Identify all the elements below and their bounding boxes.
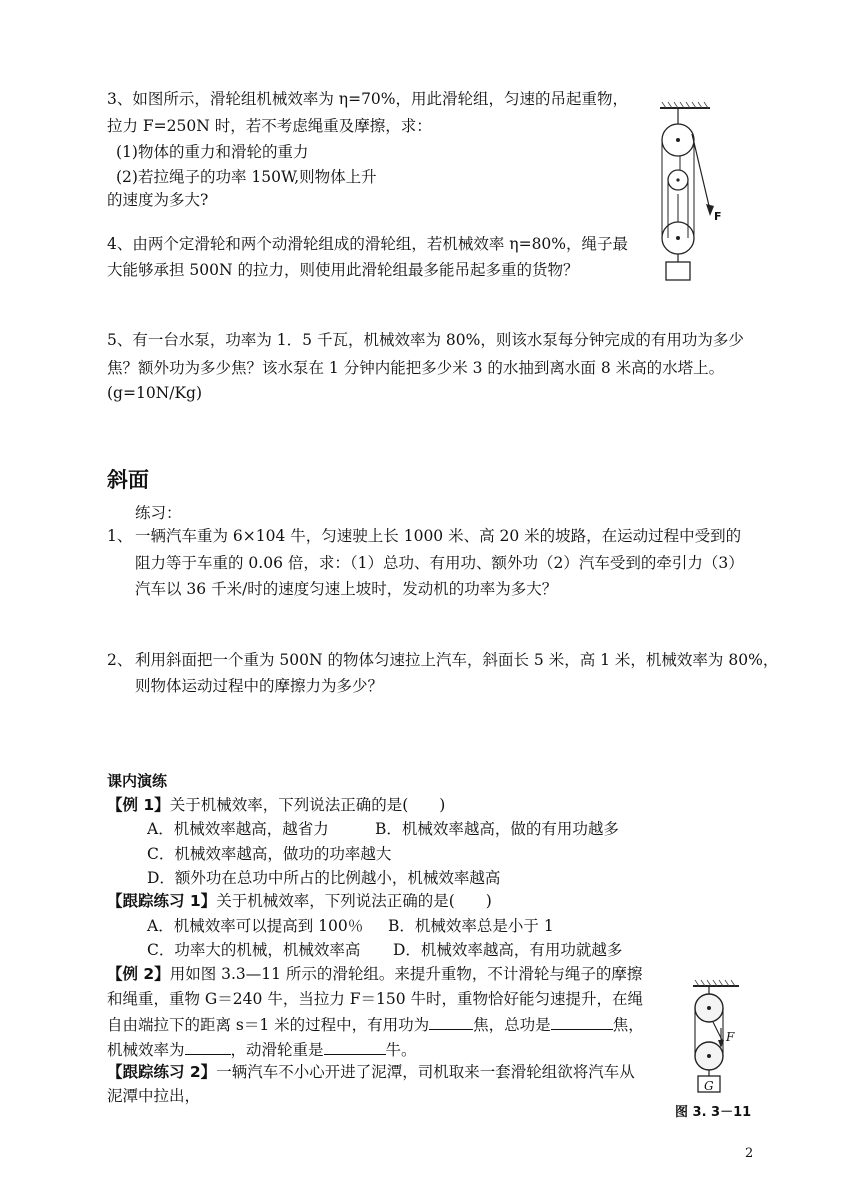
q5-line-3: (g=10N/Kg) [107,384,203,402]
figure-caption: 图 3. 3－11 [675,1105,752,1120]
tracking-2-tag: 【跟踪练习 2】 [107,1063,217,1081]
q5-line-2: 焦？额外功为多少焦？该水泵在 1 分钟内能把多少米 3 的水抽到离水面 8 米高的水塔上。 [107,359,725,377]
tracking-1-option-a: A．机械效率可以提高到 100％ [147,917,364,935]
example-1-question [107,795,445,815]
incline-q2-line-2: 则物体运动过程中的摩擦力为多少？ [135,677,384,695]
q4-line-2: 大能够承担 500N 的拉力，则使用此滑轮组最多能吊起多重的货物？ [107,261,579,279]
useful-work-blank[interactable] [429,1013,473,1030]
tracking-1-option-d: D．机械效率越高，有用功就越多 [393,941,623,959]
tracking-2-line-2: 泥潭中拉出， [107,1087,201,1105]
tracking-1-stem: 关于机械效率，下列说法正确的是( ) [216,892,492,910]
q3-line-2: 拉力 F=250N 时，若不考虑绳重及摩擦，求： [107,117,432,135]
example-2-text-4b: ，动滑轮重是 [230,1041,324,1059]
example-2-text-4a: 机械效率为 [107,1041,185,1059]
example-1-option-c: C．机械效率越高，做功的功率越大 [147,845,392,863]
tracking-2-text-1: 一辆汽车不小心开进了泥潭，司机取来一套滑轮组欲将汽车从 [216,1063,635,1081]
example-2-text-3b: 焦，总功是 [473,1016,551,1034]
fig2-weight-label: G [704,1079,714,1093]
incline-q1-line-2: 阻力等于车重的 0.06 倍，求：（1）总功、有用功、额外功（2）汽车受到的牵引力（3） [135,554,744,572]
example-2-line-3 [107,1013,644,1035]
example-2-line-4 [107,1038,417,1060]
example-2-text-3c: 焦， [612,1016,644,1034]
efficiency-blank[interactable] [185,1038,231,1055]
fig1-force-label: F [714,210,722,223]
example-1-tag: 【例 1】 [107,796,170,814]
example-2-line-1 [107,964,642,984]
incline-q1-number: 1、 [107,527,133,545]
example-2-text-1: 用如图 3.3—11 所示的滑轮组。来提升重物，不计滑轮与绳子的摩擦 [169,965,643,983]
classwork-heading: 课内演练 [107,772,168,790]
incline-q1-line-3: 汽车以 36 千米/时的速度匀速上坡时，发动机的功率为多大？ [135,580,558,598]
fig2-force-label: F [726,1030,735,1044]
page-number: 2 [745,1146,754,1161]
tracking-1-option-b: B．机械效率总是小于 1 [388,917,554,935]
total-work-blank[interactable] [551,1013,613,1030]
example-2-line-2: 和绳重，重物 G＝240 牛，当拉力 F＝150 牛时，重物恰好能匀速提升，在绳 [107,990,644,1008]
example-2-tag: 【例 2】 [107,965,170,983]
example-1-option-a: A．机械效率越高，越省力 [147,820,329,838]
pulley-figure-1 [648,98,728,288]
incline-q1-line-1: 一辆汽车重为 6×104 牛，匀速驶上长 1000 米、高 20 米的坡路，在运动过程中受到的 [135,527,742,545]
q3-sub-2: (2)若拉绳子的功率 150W,则物体上升 [116,168,377,186]
q3-line-1: 3、如图所示，滑轮组机械效率为 η=70%，用此滑轮组，匀速的吊起重物， [107,90,629,108]
q5-line-1: 5、有一台水泵，功率为 1．5 千瓦，机械效率为 80%，则该水泵每分钟完成的有用功为多少 [107,331,744,349]
example-1-option-b: B．机械效率越高，做的有用功越多 [375,820,619,838]
q3-line-5: 的速度为多大? [107,191,209,209]
tracking-1-tag: 【跟踪练习 1】 [107,892,217,910]
tracking-1-option-c: C．功率大的机械，机械效率高 [147,941,361,959]
pulley-figure-2 [687,978,747,1098]
q3-sub-1: (1)物体的重力和滑轮的重力 [116,143,309,161]
incline-q2-number: 2、 [107,651,133,669]
movable-pulley-weight-blank[interactable] [324,1038,386,1055]
q4-line-1: 4、由两个定滑轮和两个动滑轮组成的滑轮组，若机械效率 η=80%，绳子最 [107,235,629,253]
example-2-text-4c: 牛。 [385,1041,417,1059]
practice-label: 练习： [135,504,182,522]
tracking-2-line-1 [107,1062,635,1082]
example-1-option-d: D．额外功在总功中所占的比例越小，机械效率越高 [147,869,501,887]
example-2-text-3a: 自由端拉下的距离 s＝1 米的过程中，有用功为 [107,1016,430,1034]
tracking-1-question [107,891,492,911]
incline-q2-line-1: 利用斜面把一个重为 500N 的物体匀速拉上汽车，斜面长 5 米，高 1 米，机械效率为 80%， [135,651,779,669]
incline-heading: 斜面 [107,468,149,492]
example-1-stem: 关于机械效率，下列说法正确的是( ) [169,796,446,814]
